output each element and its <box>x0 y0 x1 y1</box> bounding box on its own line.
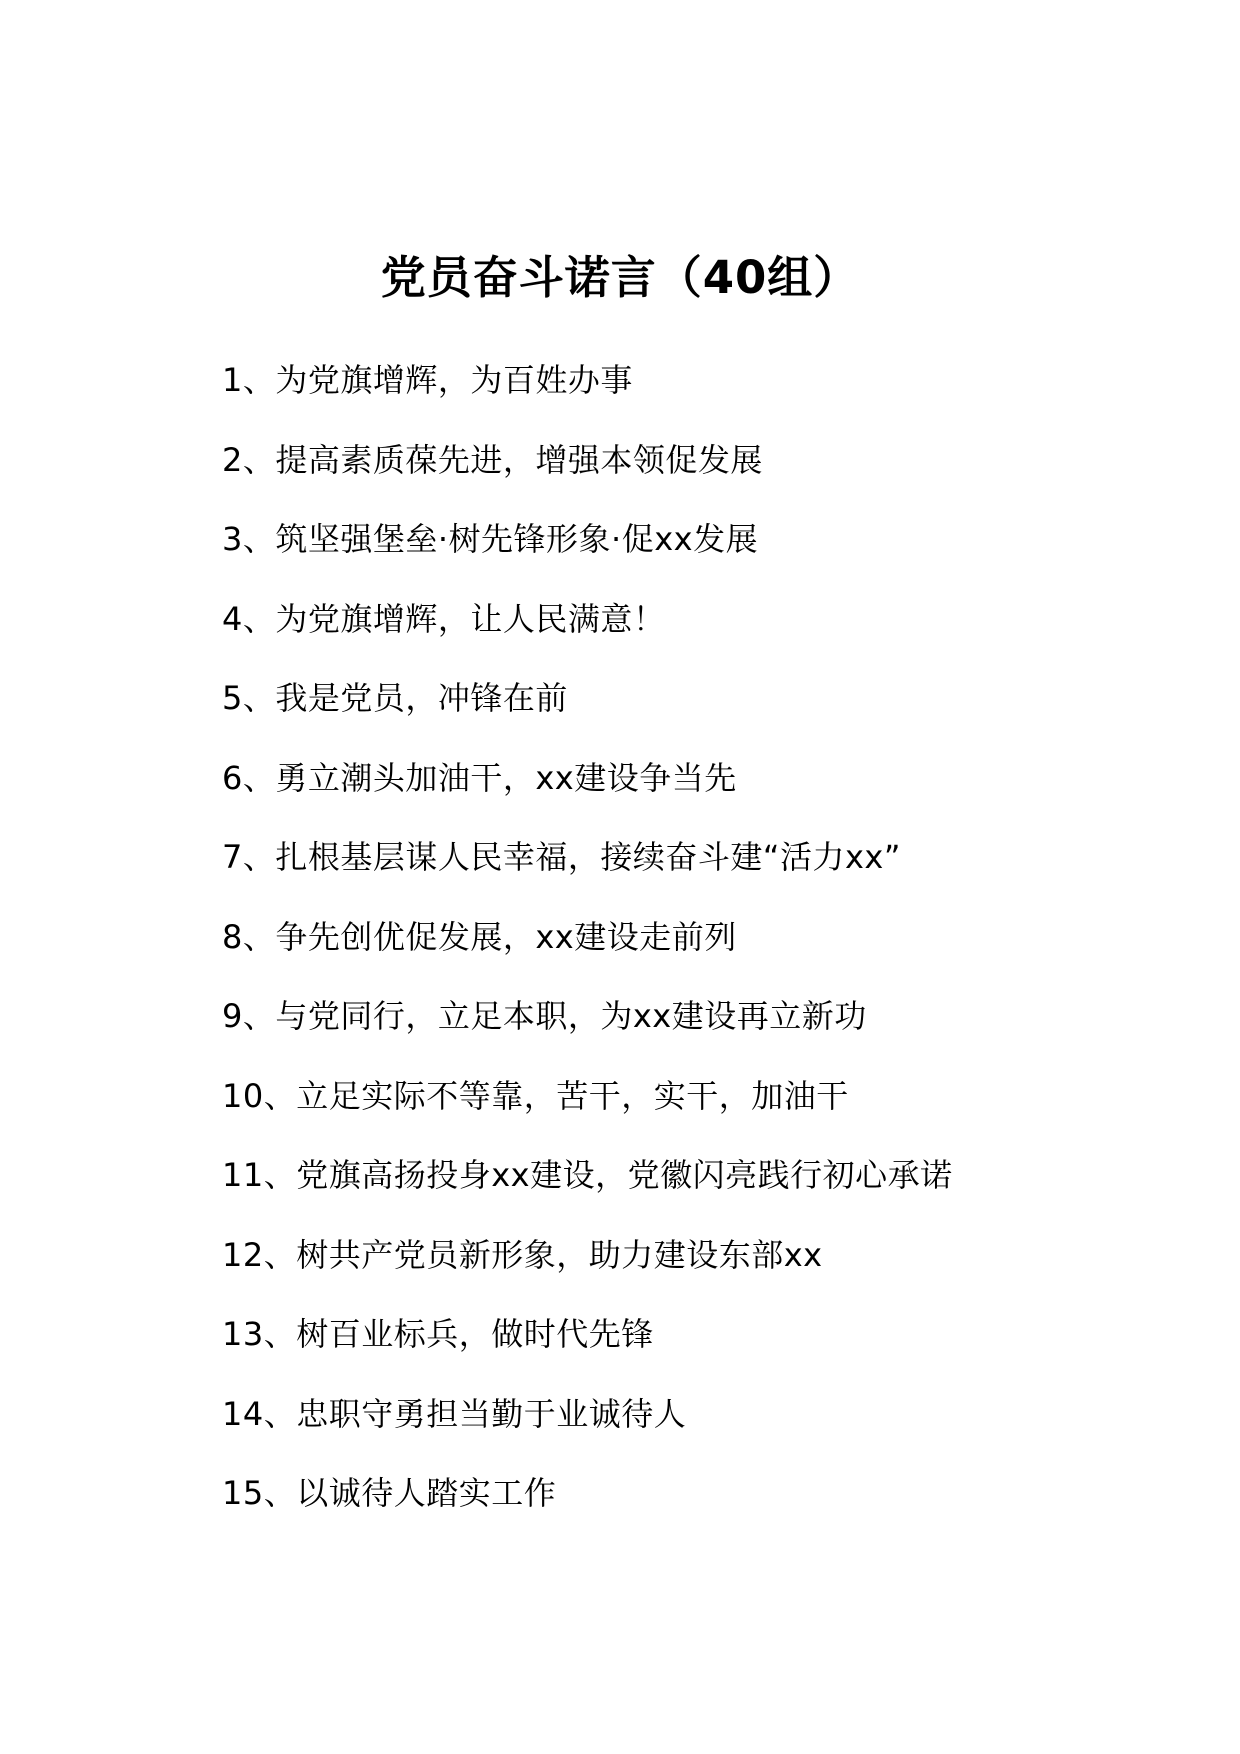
list-item: 12、树共产党员新形象，助力建设东部xx <box>222 1235 823 1274</box>
list-item: 1、为党旗增辉，为百姓办事 <box>222 361 633 399</box>
list-item: 14、忠职守勇担当勤于业诚待人 <box>222 1394 687 1433</box>
pledge-list <box>222 355 1182 1548</box>
list-item: 5、我是党员，冲锋在前 <box>222 679 568 717</box>
list-item: 6、勇立潮头加油干，xx建设争当先 <box>222 758 737 797</box>
list-item: 15、以诚待人踏实工作 <box>222 1474 557 1512</box>
list-item: 10、立足实际不等靠，苦干，实干，加油干 <box>222 1076 849 1115</box>
list-item: 11、党旗高扬投身xx建设，党徽闪亮践行初心承诺 <box>222 1156 953 1194</box>
list-item: 8、争先创优促发展，xx建设走前列 <box>222 917 737 956</box>
list-item: 9、与党同行，立足本职，为xx建设再立新功 <box>222 997 867 1035</box>
document-title: 党员奋斗诺言（40组） <box>380 251 860 304</box>
list-item: 7、扎根基层谋人民幸福，接续奋斗建“活力xx” <box>222 838 901 876</box>
list-item: 3、筑坚强堡垒·树先锋形象·促xx发展 <box>222 520 759 558</box>
list-item: 2、提高素质葆先进，增强本领促发展 <box>222 440 763 479</box>
list-item: 13、树百业标兵，做时代先锋 <box>222 1315 654 1353</box>
list-item: 4、为党旗增辉，让人民满意！ <box>222 599 666 638</box>
